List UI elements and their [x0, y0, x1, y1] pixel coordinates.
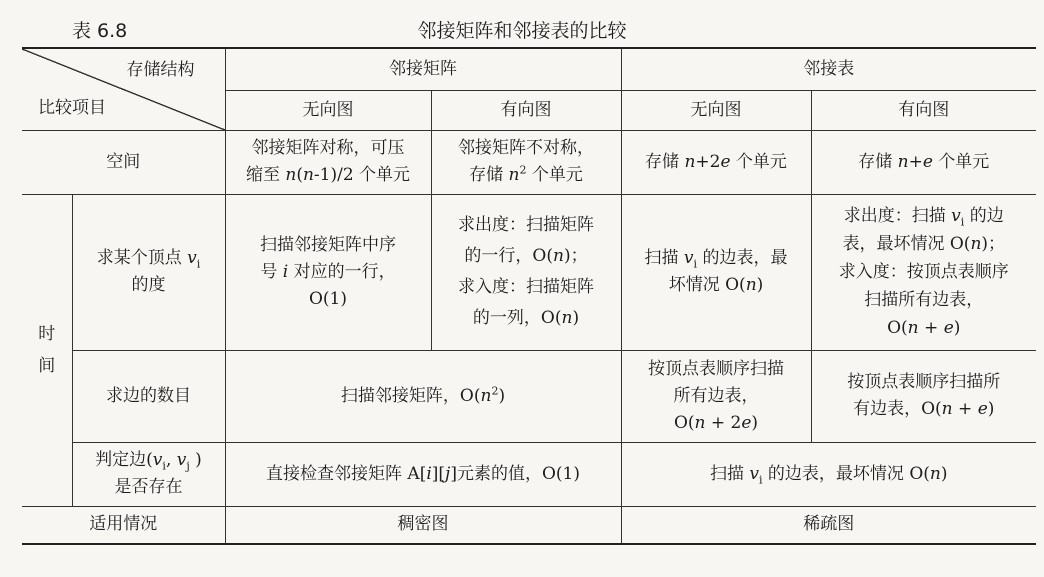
header-list-undirected: 无向图 [621, 90, 811, 130]
cell-exists-list: 扫描 $v_i$ 的边表，最坏情况 O(n) [621, 442, 1036, 506]
cell-space-matrix-undirected: 邻接矩阵对称，可压 缩至 n(n-1)/2 个单元 [225, 130, 431, 194]
table-title: 邻接矩阵和邻接表的比较 [417, 20, 627, 42]
cell-edges-matrix: 扫描邻接矩阵，$O(n^2)$ [225, 350, 621, 442]
cell-space-list-directed: 存储 n+e 个单元 [811, 130, 1036, 194]
row-label-edge-count: 求边的数目 [72, 350, 225, 442]
cell-edges-list-undirected: 按顶点表顺序扫描 所有边表， O(n + 2e) [621, 350, 811, 442]
header-list-directed: 有向图 [811, 90, 1036, 130]
cell-degree-matrix-undirected: 扫描邻接矩阵中序 号 i 对应的一行， O(1) [225, 194, 431, 350]
cell-usage-matrix: 稠密图 [225, 506, 621, 544]
table-number: 表 6.8 [72, 20, 128, 42]
header-adjacency-matrix: 邻接矩阵 [225, 48, 621, 90]
cell-space-matrix-directed: 邻接矩阵不对称， 存储 $n^2$ 个单元 [431, 130, 621, 194]
cell-usage-list: 稀疏图 [621, 506, 1036, 544]
row-label-space: 空间 [22, 130, 225, 194]
cell-degree-matrix-directed: 求出度：扫描矩阵 的一行，O(n)； 求入度：扫描矩阵 的一列，O(n) [431, 194, 621, 350]
table-caption [0, 12, 1044, 44]
header-matrix-undirected: 无向图 [225, 90, 431, 130]
comparison-table [22, 47, 1036, 545]
cell-degree-list-directed: 求出度：扫描 $v_i$ 的边 表，最坏情况 O(n)； 求入度：按顶点表顺序 扫描所有边表， O(n + e) [811, 194, 1036, 350]
header-diagonal-cell [22, 48, 225, 130]
row-label-usage: 适用情况 [22, 506, 225, 544]
cell-space-list-undirected: 存储 n+2e 个单元 [621, 130, 811, 194]
cell-exists-matrix: 直接检查邻接矩阵 A[i][j]元素的值，O(1) [225, 442, 621, 506]
row-label-degree: 求某个顶点 $v_i$ 的度 [72, 194, 225, 350]
header-adjacency-list: 邻接表 [621, 48, 1036, 90]
row-label-edge-exists: 判定边($v_i$, $v_j$ ) 是否存在 [72, 442, 225, 506]
header-matrix-directed: 有向图 [431, 90, 621, 130]
row-label-time: 时 间 [22, 194, 72, 506]
cell-degree-list-undirected: 扫描 $v_i$ 的边表，最 坏情况 O(n) [621, 194, 811, 350]
storage-structure-label: 存储结构 [126, 60, 195, 80]
cell-edges-list-directed: 按顶点表顺序扫描所 有边表，O(n + e) [811, 350, 1036, 442]
comparison-item-label: 比较项目 [38, 97, 106, 118]
